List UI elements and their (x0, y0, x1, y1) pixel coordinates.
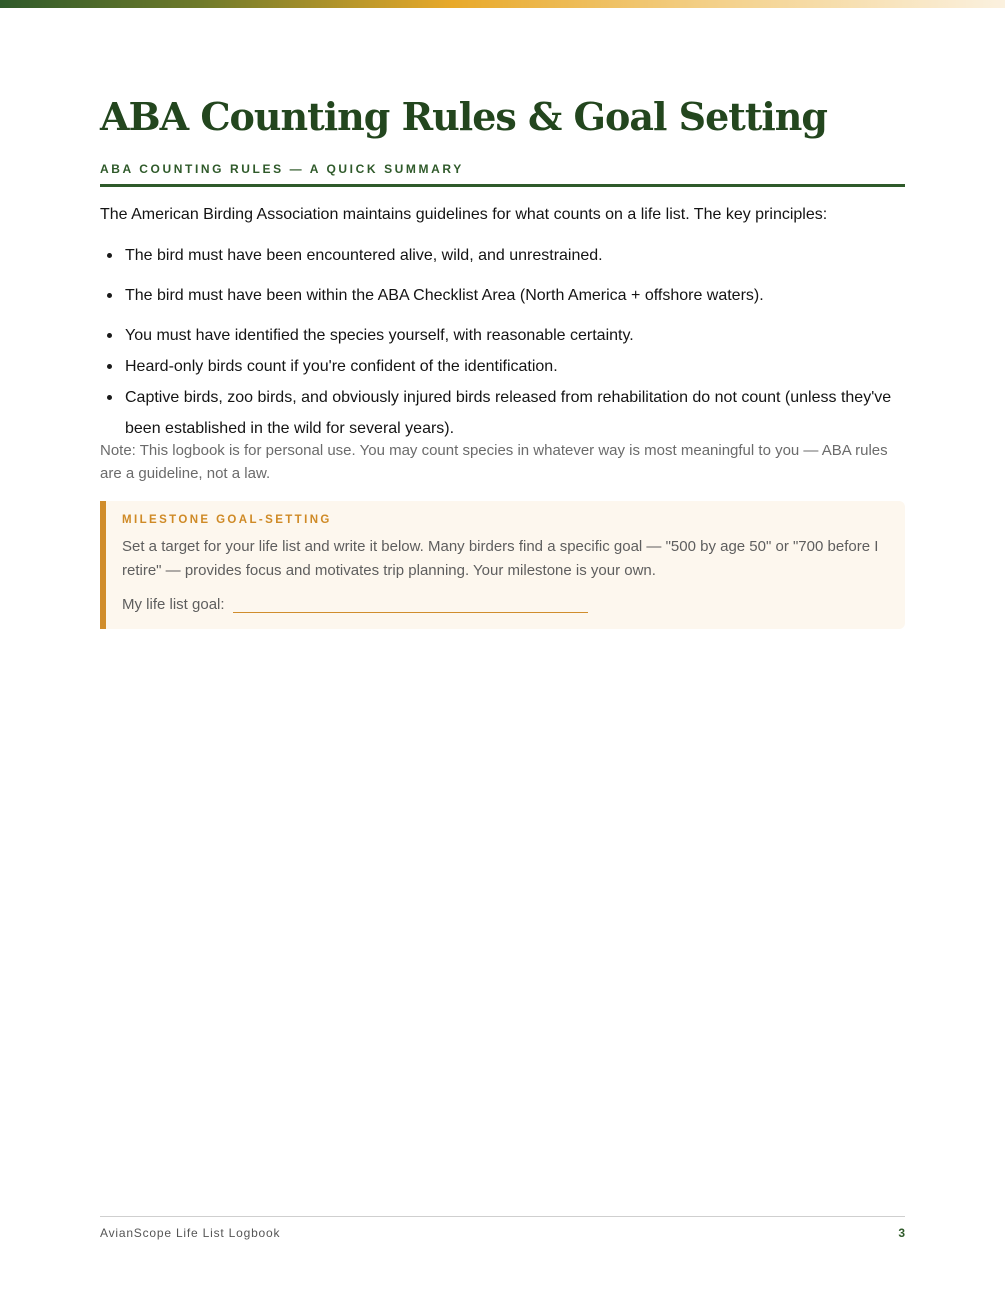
footer-divider (100, 1216, 905, 1217)
footer-book-title: AvianScope Life List Logbook (100, 1226, 281, 1240)
header-accent-bar (0, 0, 1005, 8)
intro-paragraph: The American Birding Association maintains guidelines for what counts on a life list. The key principles: (100, 206, 828, 223)
goal-label: My life list goal: (122, 596, 225, 613)
personal-use-note: Note: This logbook is for personal use. You may count species in whatever way is most meaningful to you — ABA rules are a guideline, not a law. (100, 442, 888, 482)
list-item-text: Heard-only birds count if you're confident of the identification. (125, 358, 558, 375)
list-item (100, 382, 905, 444)
milestone-body: Set a target for your life list and write it below. Many birders find a specific goal — "500 by age 50" or "700 before I retire" — provides focus and motivates trip planning. Your milestone is your own. (122, 538, 879, 579)
bullet-icon (107, 364, 112, 369)
bullet-icon (107, 395, 112, 400)
page-number: 3 (898, 1226, 905, 1240)
milestone-heading: MILESTONE GOAL-SETTING (122, 514, 332, 526)
goal-field-row (122, 594, 588, 613)
list-item-text: You must have identified the species yourself, with reasonable certainty. (125, 327, 634, 344)
list-item-text: The bird must have been within the ABA Checklist Area (North America + offshore waters). (125, 287, 764, 304)
list-item (100, 320, 905, 351)
bullet-icon (107, 293, 112, 298)
milestone-callout (100, 501, 905, 629)
list-item-text: The bird must have been encountered alive, wild, and unrestrained. (125, 247, 603, 264)
list-item (100, 240, 905, 271)
section-divider (100, 184, 905, 187)
list-item (100, 280, 905, 311)
page-title: ABA Counting Rules & Goal Setting (100, 94, 827, 139)
list-item (100, 351, 905, 382)
section-heading-aba-rules: ABA COUNTING RULES — A QUICK SUMMARY (100, 162, 464, 176)
bullet-icon (107, 333, 112, 338)
life-list-goal-input[interactable] (233, 594, 588, 613)
list-item-text: Captive birds, zoo birds, and obviously injured birds released from rehabilitation do not count (unless they've been established in the wild for several years). (125, 389, 892, 437)
rules-list (100, 240, 905, 444)
bullet-icon (107, 253, 112, 258)
